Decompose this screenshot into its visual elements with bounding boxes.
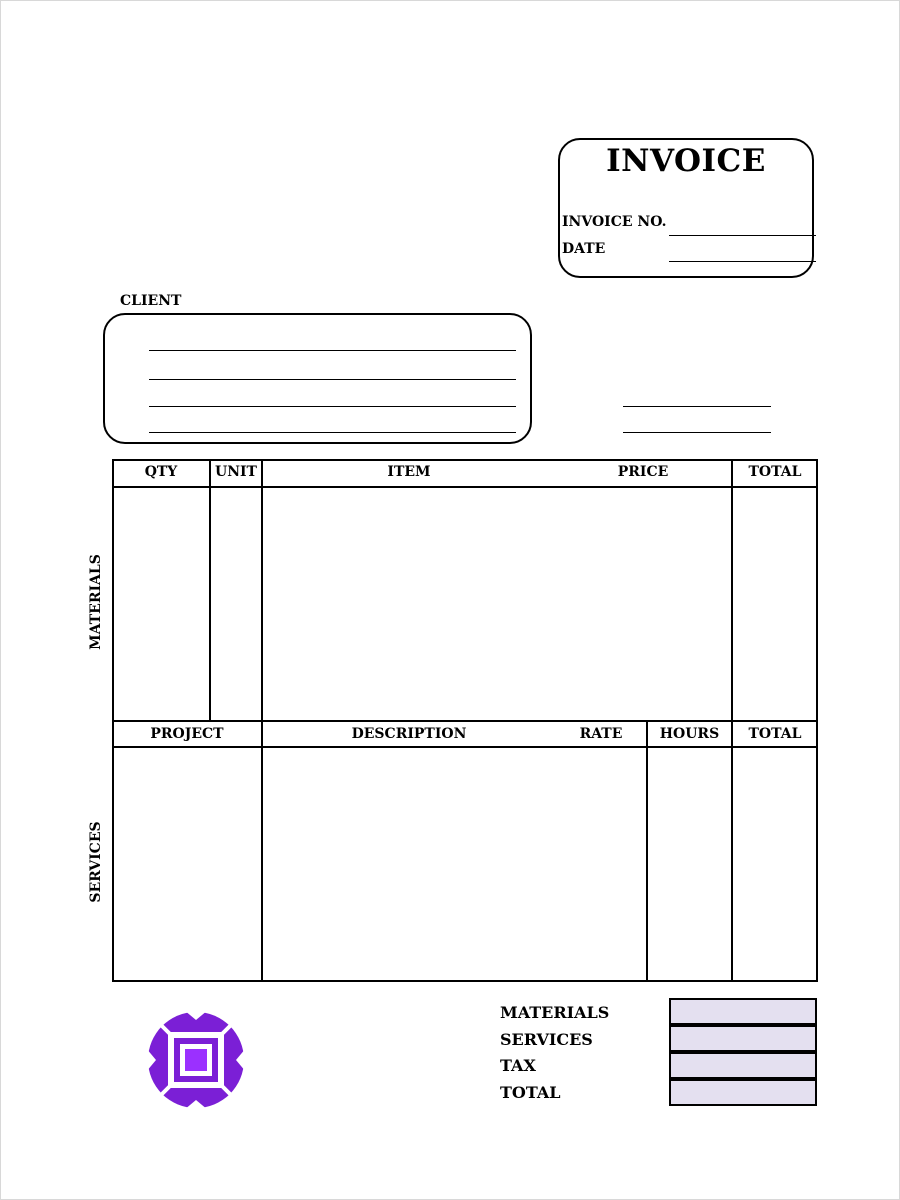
col-header-hours: HOURS bbox=[659, 726, 720, 742]
client-label: CLIENT bbox=[120, 293, 182, 309]
materials-header-divider bbox=[112, 486, 818, 488]
client-line-2[interactable] bbox=[149, 379, 516, 380]
services-header-divider bbox=[112, 746, 818, 748]
col-header-unit: UNIT bbox=[215, 464, 257, 480]
services-col-divider-hours bbox=[646, 720, 648, 982]
summary-services-field[interactable] bbox=[669, 1025, 817, 1052]
summary-total-field[interactable] bbox=[669, 1079, 817, 1106]
col-divider-unit bbox=[261, 459, 263, 982]
col-header-qty: QTY bbox=[144, 464, 178, 480]
invoice-no-field[interactable] bbox=[669, 235, 816, 236]
summary-tax-field[interactable] bbox=[669, 1052, 817, 1079]
purple-geometric-logo-icon bbox=[146, 1010, 246, 1110]
col-header-services-total: TOTAL bbox=[748, 726, 802, 742]
company-logo bbox=[146, 1010, 246, 1110]
col-header-project: PROJECT bbox=[150, 726, 224, 742]
col-divider-total bbox=[731, 459, 733, 982]
materials-services-divider bbox=[112, 720, 818, 722]
extra-line-1[interactable] bbox=[623, 406, 771, 407]
date-field[interactable] bbox=[669, 261, 816, 262]
invoice-no-label: INVOICE NO. bbox=[562, 214, 667, 230]
materials-col-divider-qty bbox=[209, 459, 211, 721]
extra-line-2[interactable] bbox=[623, 432, 771, 433]
col-header-item: ITEM bbox=[387, 464, 431, 480]
col-header-price: PRICE bbox=[617, 464, 669, 480]
materials-side-label: MATERIALS bbox=[88, 554, 104, 650]
invoice-title: INVOICE bbox=[606, 143, 766, 179]
client-line-3[interactable] bbox=[149, 406, 516, 407]
col-header-rate: RATE bbox=[579, 726, 623, 742]
date-label: DATE bbox=[562, 241, 606, 257]
summary-total-label: TOTAL bbox=[500, 1083, 561, 1102]
client-line-4[interactable] bbox=[149, 432, 516, 433]
services-side-label: SERVICES bbox=[88, 821, 104, 903]
summary-materials-field[interactable] bbox=[669, 998, 817, 1025]
summary-tax-label: TAX bbox=[500, 1056, 536, 1075]
summary-materials-label: MATERIALS bbox=[500, 1003, 610, 1022]
summary-services-label: SERVICES bbox=[500, 1030, 593, 1049]
col-header-materials-total: TOTAL bbox=[748, 464, 802, 480]
client-line-1[interactable] bbox=[149, 350, 516, 351]
col-header-description: DESCRIPTION bbox=[351, 726, 467, 742]
